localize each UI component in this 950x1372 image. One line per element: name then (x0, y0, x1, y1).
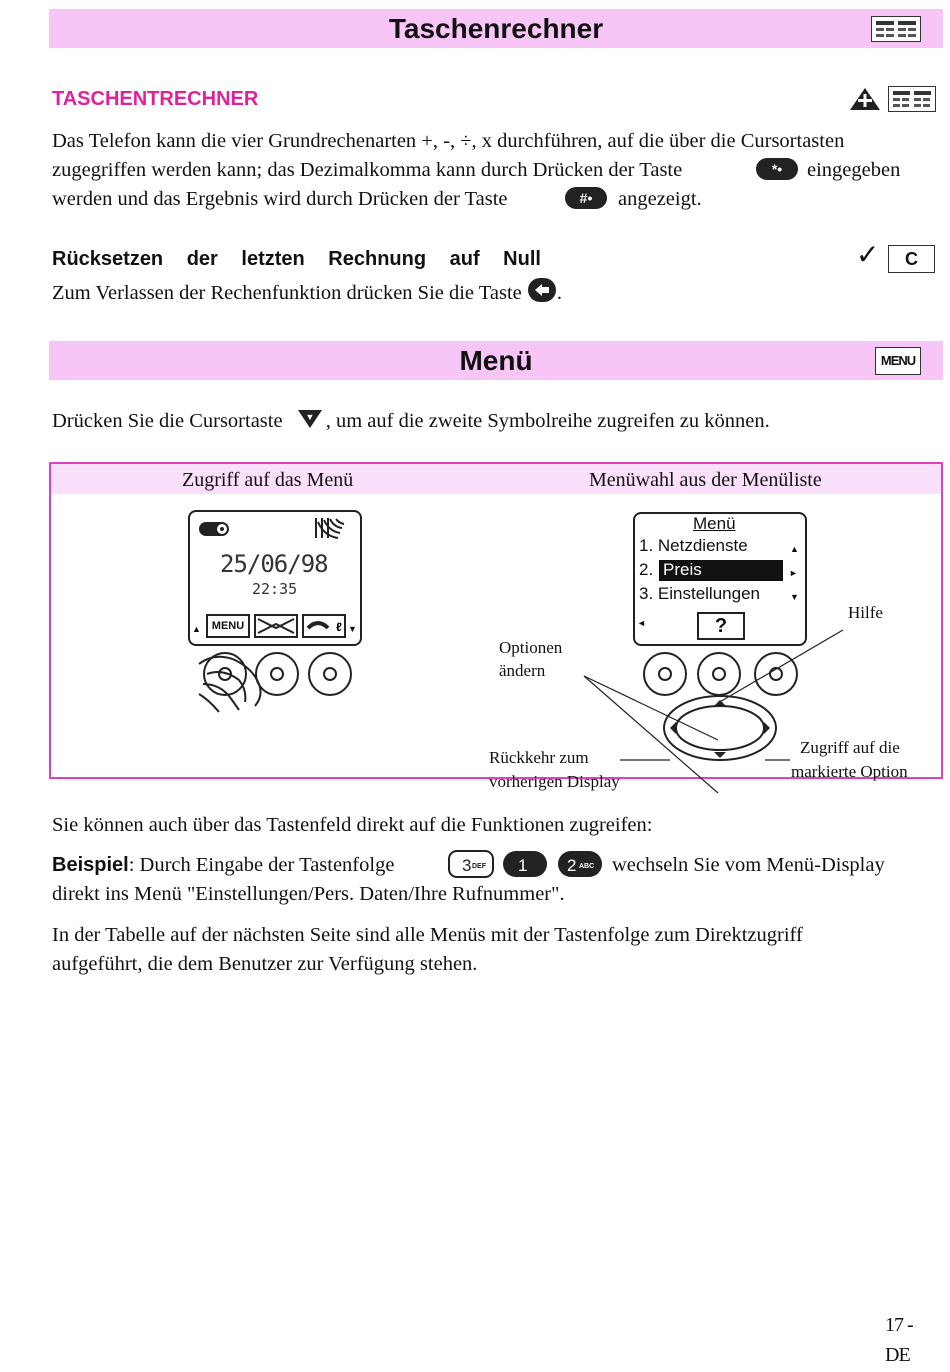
key-1-icon (502, 849, 548, 888)
menu-list-item-3[interactable]: 3. Einstellungen (639, 584, 760, 603)
page-number: 17 - (885, 1314, 913, 1336)
key-2-icon (557, 849, 603, 888)
list-down-indicator: ▼ (790, 592, 799, 602)
display-date: 25/06/98 (220, 550, 328, 578)
key-3-icon (448, 849, 494, 888)
reset-text-end: . (556, 282, 562, 305)
c-key-icon: C (888, 245, 935, 273)
scroll-down-indicator: ▼ (348, 624, 357, 634)
label-optionen-1: Optionen (499, 638, 563, 657)
page-language: DE (885, 1344, 910, 1366)
reset-heading: Rücksetzen der letzten Rechnung auf Null (52, 248, 541, 270)
label-optionen-2: ändern (499, 661, 546, 680)
svg-text:2: 2 (567, 856, 577, 875)
section-title-menu: Menü (459, 345, 533, 376)
calculator-heading: TASCHENTRECHNER (52, 88, 259, 110)
menu-icon-label: MENU (880, 353, 916, 368)
label-hilfe: Hilfe (848, 603, 883, 622)
list-left-indicator: ◄ (637, 618, 646, 628)
menu-list-item-1[interactable]: 1. Netzdienste (639, 536, 748, 555)
example-line (52, 851, 932, 909)
label-rueckkehr-2: vorherigen Display (489, 772, 620, 791)
svg-text:#•: #• (579, 190, 593, 206)
list-right-indicator: ► (789, 568, 798, 578)
example-text-b: wechseln Sie vom Menü-Display (612, 854, 885, 876)
direct-access-text: Sie können auch über das Tastenfeld direkt auf die Funktionen zugreifen: (52, 814, 653, 836)
example-text-a: : Durch Eingabe der Tastenfolge (128, 854, 395, 876)
table-note (52, 921, 803, 979)
figure-header-left: Zugriff auf das Menü (182, 469, 354, 491)
calc-line-3-text: werden und das Ergebnis wird durch Drücken der Taste (52, 188, 508, 210)
svg-text:▼: ▼ (305, 412, 315, 422)
menu-list-item-2-number: 2. (639, 560, 654, 579)
calc-line-2-end: eingegeben (807, 159, 901, 181)
menu-list-title: Menü (693, 514, 736, 533)
section-title: Taschenrechner (388, 13, 604, 44)
calc-line-3-end: angezeigt. (618, 188, 702, 210)
menu-intro-text-a: Drücken Sie die Cursortaste (52, 410, 283, 433)
svg-text:*•: *• (771, 161, 783, 177)
help-softkey-label: ? (714, 615, 728, 637)
svg-text:1: 1 (518, 856, 528, 875)
display-time: 22:35 (252, 580, 298, 598)
scroll-up-indicator: ▲ (192, 624, 201, 634)
figure-header-right: Menüwahl aus der Menüliste (589, 469, 822, 491)
calc-line-1: Das Telefon kann die vier Grundrechenarten +, -, ÷, x durchführen, auf die über die Cursortasten (52, 130, 845, 152)
table-note-line-1: In der Tabelle auf der nächsten Seite sind alle Menüs mit der Tastenfolge zum Direktzugriff (52, 924, 803, 946)
svg-text:3: 3 (462, 856, 472, 875)
svg-text:ABC: ABC (579, 863, 595, 870)
label-zugriff-2: markierte Option (791, 762, 908, 781)
label-zugriff-1: Zugriff auf die (800, 738, 900, 757)
check-mark-icon: ✓ (856, 240, 880, 271)
list-up-indicator: ▲ (790, 544, 799, 554)
example-text-c: direkt ins Menü "Einstellungen/Pers. Daten/Ihre Rufnummer". (52, 883, 565, 905)
menu-intro-text-b: , um auf die zweite Symbolreihe zugreifen zu können. (325, 410, 770, 433)
example-line-1 (52, 851, 932, 880)
svg-text:DEF: DEF (472, 863, 486, 870)
label-rueckkehr-1: Rückkehr zum (489, 748, 589, 767)
table-note-line-2: aufgeführt, die dem Benutzer zur Verfügung stehen. (52, 953, 478, 975)
example-label: Beispiel (52, 854, 129, 876)
softkey-menu-label: MENU (211, 620, 245, 632)
svg-text:ℓ: ℓ (336, 620, 342, 634)
reset-text: Zum Verlassen der Rechenfunktion drücken Sie die Taste (52, 282, 522, 305)
menu-list-item-2-highlight: Preis (659, 560, 783, 581)
calc-line-2-text: zugegriffen werden kann; das Dezimalkomma kann durch Drücken der Taste (52, 159, 683, 181)
